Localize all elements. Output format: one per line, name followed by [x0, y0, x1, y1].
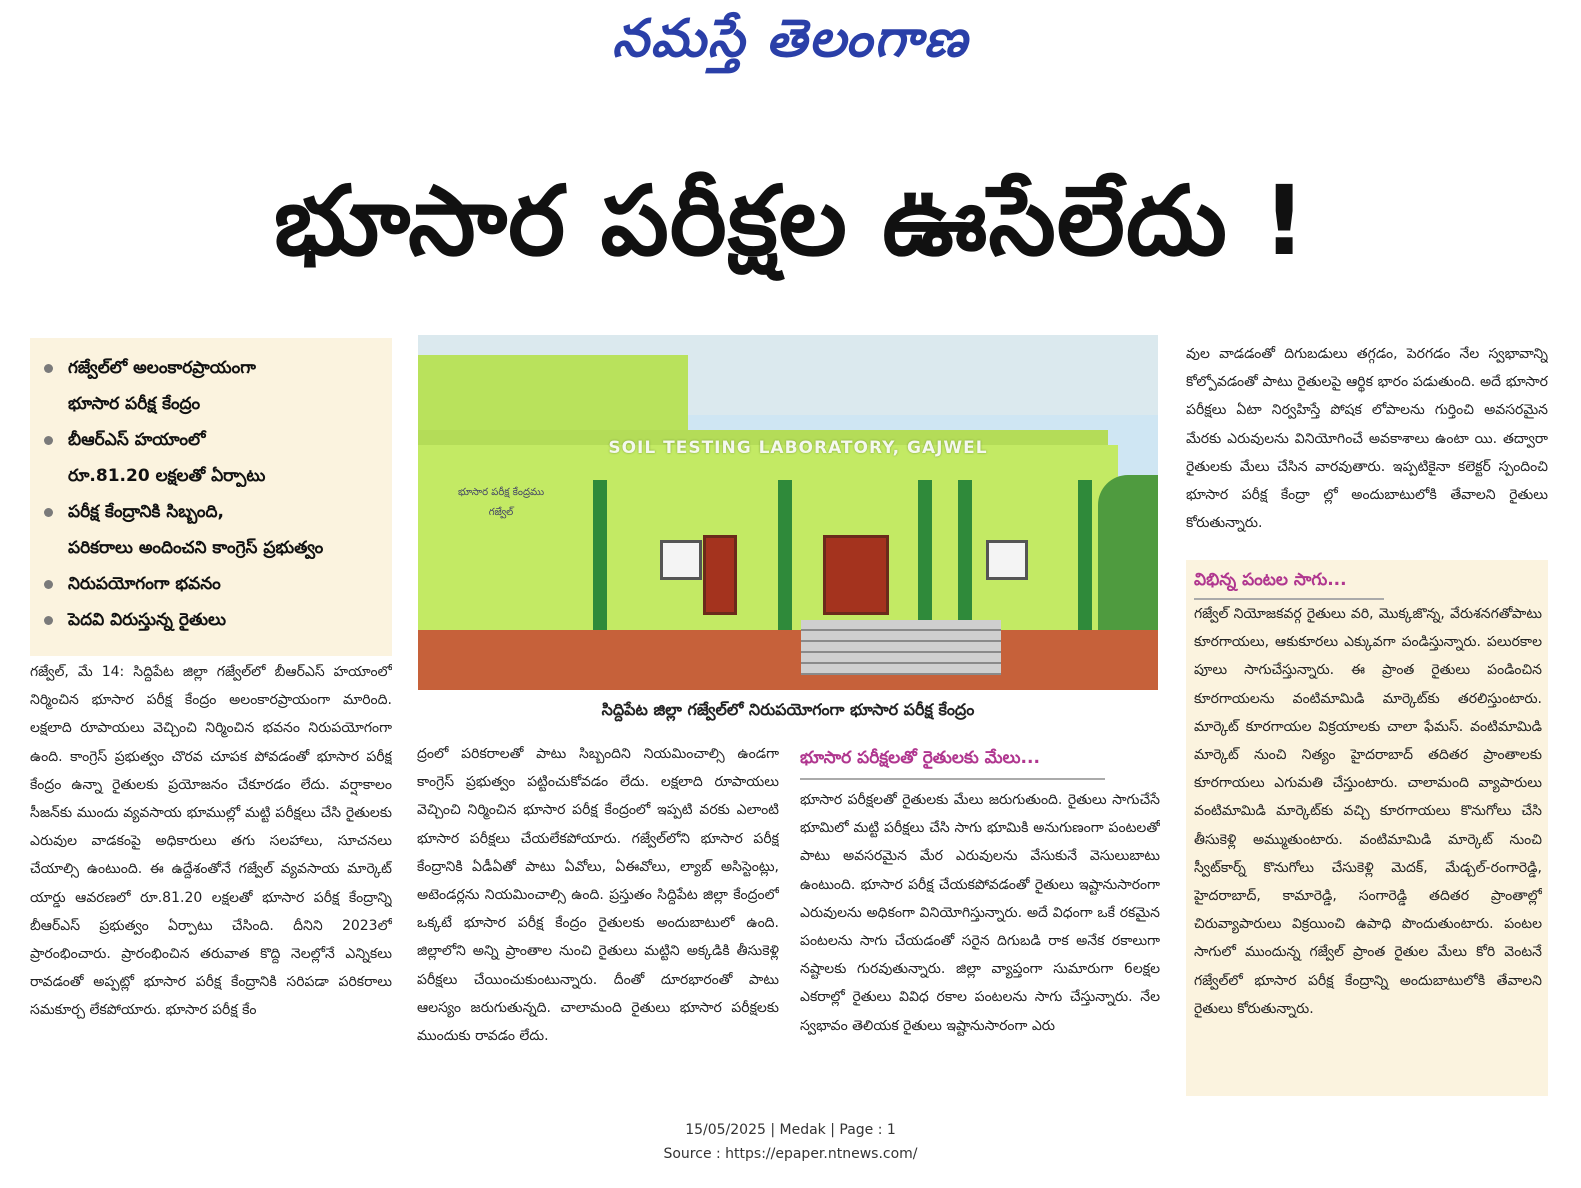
- photo-wall-sign: [436, 483, 566, 523]
- photo-pillar: [1078, 480, 1092, 645]
- bullet-icon: [44, 364, 53, 373]
- subheading-crops: విభిన్న పంటల సాగు...: [1194, 570, 1384, 600]
- highlight-text: పరికరాలు అందించని కాంగ్రెస్ ప్రభుత్వం: [68, 538, 324, 558]
- photo-side-door: [703, 535, 737, 615]
- highlight-item: [38, 602, 384, 638]
- wall-sign-line: గజ్వేల్: [488, 507, 514, 518]
- highlight-text: పెదవి విరుస్తున్న రైతులు: [68, 610, 226, 630]
- highlight-item: [38, 494, 384, 530]
- building-photo: [418, 335, 1158, 690]
- bullet-icon: [44, 616, 53, 625]
- footer-source-line: Source : https://epaper.ntnews.com/: [663, 1146, 918, 1162]
- article-column-4: [1186, 340, 1548, 552]
- article-column-5: [1194, 600, 1542, 1090]
- photo-roof-sign: SOIL TESTING LABORATORY, GAJWEL: [608, 438, 988, 458]
- article-paragraph: ద్రంలో పరికరాలతో పాటు సిబ్బందిని నియమించాల్సి ఉండగా కాంగ్రెస్ ప్రభుత్వం పట్టించుకోవడం లేదు. లక్షలాది రూపాయలు వెచ్చించి నిర్మించిన భూసార పరీక్ష కేంద్రంలో ఇప్పటి వరకు ఎలాంటి భూసార పరీక్షలు చేయలేకపోయారు. గజ్వేల్‌లోని భూసార పరీక్ష కేంద్రానికి ఏడీఏతో పాటు ఏవోలు, ఏఈవోలు, ల్యాబ్ అసిస్టెంట్లు, అటెండర్లను నియమించాల్సి ఉంది. ప్రస్తుతం సిద్దిపేట జిల్లా కేంద్రంలో ఒక్కటే భూసార పరీక్ష కేంద్రం రైతులకు అందుబాటులో ఉంది. జిల్లాలోని అన్ని ప్రాంతాల నుంచి రైతులు మట్టిని అక్కడికి తీసుకెళ్లి పరీక్షలు చేయించుకుంటున్నారు. దీంతో దూరభారంతో పాటు ఆలస్యం జరుగుతున్నది. చాలామంది రైతులు భూసార పరీక్షలకు ముందుకు రావడం లేదు.: [417, 746, 779, 1045]
- highlight-text: భూసార పరీక్ష కేంద్రం: [68, 394, 201, 414]
- highlight-text: గజ్వేల్‌లో అలంకారప్రాయంగా: [68, 358, 256, 378]
- highlight-item: [38, 566, 384, 602]
- subheading-benefits: భూసార పరీక్షలతో రైతులకు మేలు...: [800, 748, 1105, 780]
- highlight-item: [38, 530, 384, 566]
- highlight-item: [38, 458, 384, 494]
- article-paragraph: గజ్వేల్, మే 14: సిద్దిపేట జిల్లా గజ్వేల్‌లో బీఆర్‌ఎస్ హయాంలో నిర్మించిన భూసార పరీక్ష కేంద్రం అలంకారప్రాయంగా మారింది. లక్షలాది రూపాయలు వెచ్చించి నిర్మించిన భవనం నిరుపయోగంగా ఉంది. కాంగ్రెస్ ప్రభుత్వం చొరవ చూపక పోవడంతో భూసార పరీక్ష కేంద్రం ఉన్నా రైతులకు ప్రయోజనం చేకూరడం లేదు. వర్షాకాలం సీజన్‌కు ముందు వ్యవసాయ భూముల్లో మట్టి పరీక్షలు చేసి రైతులకు ఎరువుల వాడకంపై అధికారులు తగు సలహాలు, సూచనలు చేయాల్సి ఉంటుంది. ఈ ఉద్దేశంతోనే గజ్వేల్ వ్యవసాయ మార్కెట్ యార్డు ఆవరణలో రూ.81.20 లక్షలతో భూసార పరీక్ష కేంద్రాన్ని బీఆర్‌ఎస్ ప్రభుత్వం ఏర్పాటు చేసింది. దీనిని 2023లో ప్రారంభించారు. ప్రారంభించిన తరువాత కొద్ది నెలల్లోనే ఎన్నికలు రావడంతో అప్పట్లో భూసార పరీక్ష కేంద్రానికి సరిపడా పరికరాలు సమకూర్చ లేకపోయారు. భూసార పరీక్ష కేం: [30, 664, 392, 1019]
- photo-pillar: [778, 480, 792, 645]
- article-column-3: [800, 786, 1160, 1088]
- highlight-item: [38, 350, 384, 386]
- headline: భూసార పరీక్షల ఊసేలేదు !: [273, 165, 1308, 277]
- bullet-icon: [44, 508, 53, 517]
- article-column-1: [30, 658, 392, 1088]
- highlight-item: [38, 386, 384, 422]
- photo-pillar: [593, 480, 607, 645]
- photo-tree: [1098, 475, 1158, 645]
- highlight-text: పరీక్ష కేంద్రానికి సిబ్బంది,: [68, 502, 224, 522]
- photo-steps: [801, 620, 1001, 675]
- photo-window: [986, 540, 1028, 580]
- photo-soil: [418, 630, 1158, 690]
- highlight-text: బీఆర్‌ఎస్ హయాంలో: [68, 430, 206, 450]
- wall-sign-line: భూసార పరీక్ష కేంద్రము: [457, 487, 545, 498]
- footer-date-line: 15/05/2025 | Medak | Page : 1: [685, 1122, 896, 1138]
- masthead-logo: నమస్తే తెలంగాణ: [612, 8, 969, 69]
- article-paragraph: భూసార పరీక్షలతో రైతులకు మేలు జరుగుతుంది. రైతులు సాగుచేసే భూమిలో మట్టి పరీక్షలు చేసి సాగు భూమికి అనుగుణంగా పంటలతో పాటు అవసరమైన మేర ఎరువులను వేసుకునే వెసులుబాటు ఉంటుంది. భూసార పరీక్ష చేయకపోవడంతో రైతులు ఇష్టానుసారంగా ఎరువులను అధికంగా వినియోగిస్తున్నారు. అదే విధంగా ఒకే రకమైన పంటలను సాగు చేయడంతో సరైన దిగుబడి రాక అనేక రకాలుగా నష్టాలకు గురవుతున్నారు. జిల్లా వ్యాప్తంగా సుమారుగా 6లక్షల ఎకరాల్లో రైతులు వివిధ రకాల పంటలను సాగు చేస్తున్నారు. నేల స్వభావం తెలియక రైతులు ఇష్టానుసారంగా ఎరు: [800, 792, 1160, 1034]
- sidebar-box: [1186, 560, 1548, 1096]
- article-column-2: [417, 740, 779, 1088]
- page-footer: [0, 1118, 1581, 1166]
- highlight-text: నిరుపయోగంగా భవనం: [68, 574, 221, 594]
- bullet-icon: [44, 580, 53, 589]
- photo-window: [660, 540, 702, 580]
- highlights-box: [30, 338, 392, 656]
- highlight-item: [38, 422, 384, 458]
- article-paragraph: గజ్వేల్ నియోజకవర్గ రైతులు వరి, మొక్కజొన్న, వేరుశనగతోపాటు కూరగాయలు, ఆకుకూరలు ఎక్కువగా పండిస్తున్నారు. పలురకాల పూలు సాగుచేస్తున్నారు. ఈ ప్రాంత రైతులు పండించిన కూరగాయలను వంటిమామిడి మార్కెట్‌కు తరలిస్తుంటారు. మార్కెట్ కూరగాయల విక్రయాలకు చాలా ఫేమస్. వంటిమామిడి మార్కెట్ నుంచి నిత్యం హైదరాబాద్ తదితర ప్రాంతాలకు కూరగాయలు ఎగుమతి చేస్తుంటారు. చాలామంది వ్యాపారులు వంటిమామిడి మార్కెట్‌కు వచ్చి కూరగాయలు కొనుగోలు చేసి తీసుకెళ్లి అమ్ముతుంటారు. వంటిమామిడి మార్కెట్ నుంచి స్వీట్‌కార్న్ కొనుగోలు చేసుకెళ్లి మెదక్, మేడ్చల్-రంగారెడ్డి, హైదరాబాద్, కామారెడ్డి, సంగారెడ్డి తదితర ప్రాంతాల్లో చిరువ్యాపారులు విక్రయించి ఉపాధి పొందుతుంటారు. పంటల సాగులో ముందున్న గజ్వేల్ ప్రాంత రైతుల మేలు కోరి వెంటనే గజ్వేల్‌లో భూసార పరీక్ష కేంద్రాన్ని అందుబాటులోకి తేవాలని రైతులు కోరుతున్నారు.: [1194, 606, 1542, 1017]
- highlight-text: రూ.81.20 లక్షలతో ఏర్పాటు: [68, 466, 266, 486]
- photo-main-door: [823, 535, 889, 615]
- bullet-icon: [44, 436, 53, 445]
- photo-caption: సిద్దిపేట జిల్లా గజ్వేల్‌లో నిరుపయోగంగా భూసార పరీక్ష కేంద్రం: [601, 700, 975, 719]
- article-paragraph: వుల వాడడంతో దిగుబడులు తగ్గడం, పెరగడం నేల స్వభావాన్ని కోల్పోవడంతో పాటు రైతులపై ఆర్థిక భారం పడుతుంది. అదే భూసార పరీక్షలు ఏటా నిర్వహిస్తే పోషక లోపాలను గుర్తించి అవసరమైన మేరకు ఎరువులను వినియోగించే అవకాశాలు ఉంటా యి. తద్వారా రైతులకు మేలు చేసిన వారవుతారు. ఇప్పటికైనా కలెక్టర్ స్పందించి భూసార పరీక్ష కేంద్రా ల్లో అందుబాటులోకి తేవాలని రైతులు కోరుతున్నారు.: [1186, 346, 1548, 532]
